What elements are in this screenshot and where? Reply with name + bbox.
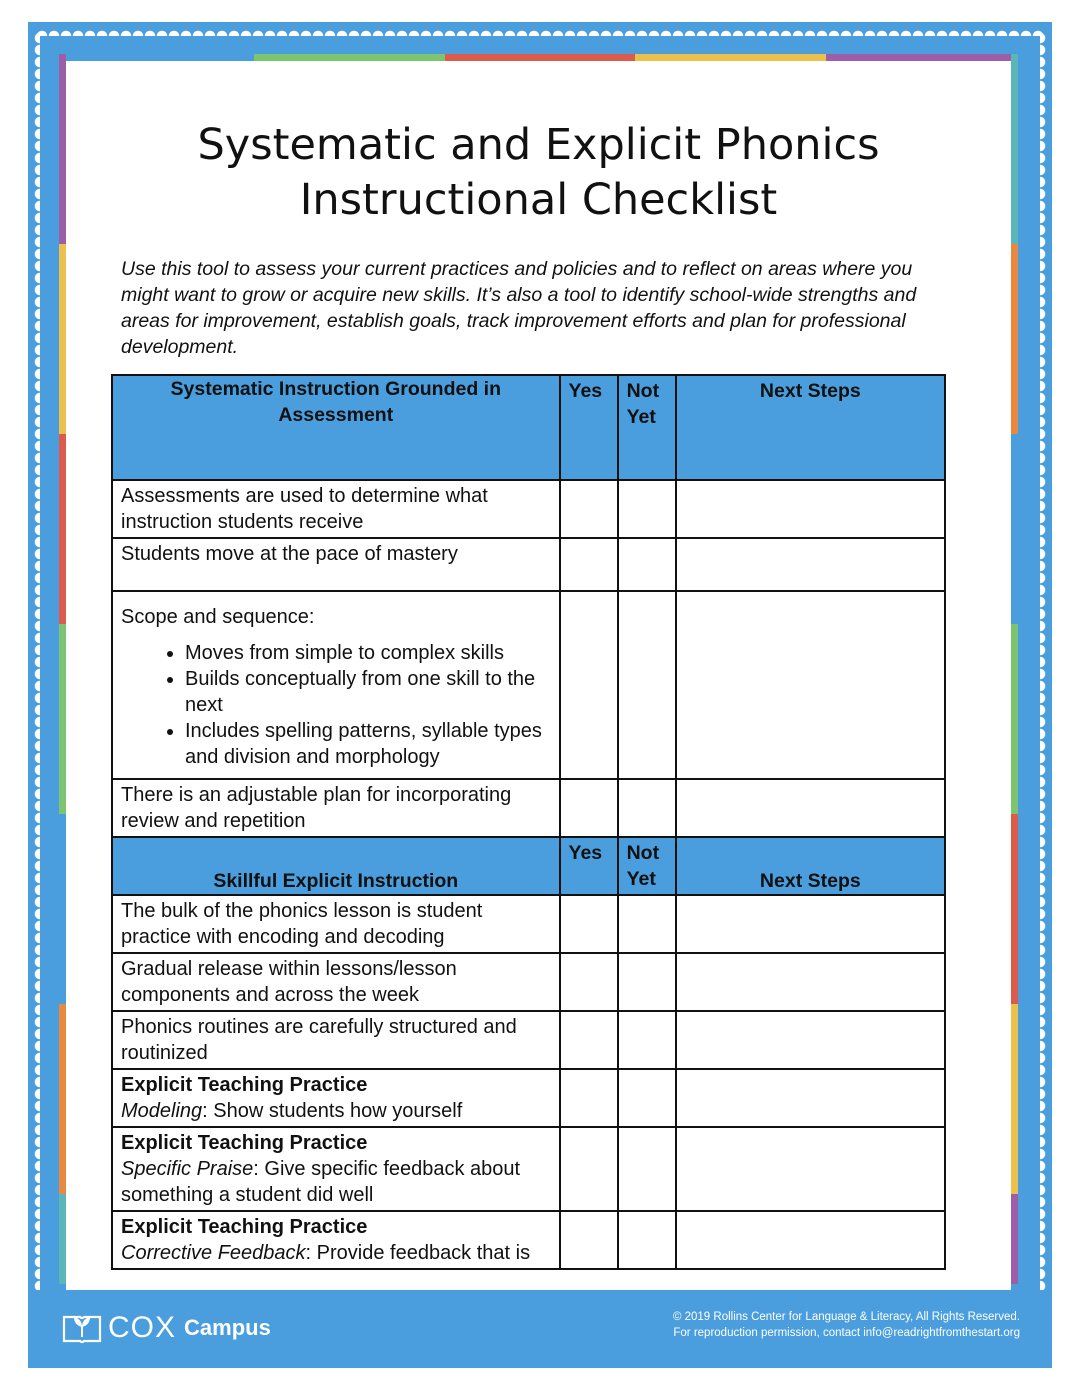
practice-title: Explicit Teaching Practice: [121, 1074, 368, 1096]
bullet-item: • Includes spelling patterns, syllable types and division and morphology: [185, 718, 551, 770]
cox-campus-logo[interactable]: [62, 1308, 271, 1348]
criterion-text: Phonics routines are carefully structured and routinized: [112, 1011, 560, 1069]
next-steps-cell[interactable]: [676, 1069, 945, 1127]
section-heading: Skillful Explicit Instruction: [112, 837, 560, 895]
next-steps-cell[interactable]: [676, 779, 945, 837]
stripe-top-green: [254, 54, 445, 61]
intro-text: Use this tool to assess your current practices and policies and to reflect on areas where you might want to grow or acquire new skills. It’s also a tool to identify school-wide strengths and areas for improvement, establish goals, track improvement efforts and plan for professional development.: [121, 258, 917, 358]
stripe-right-blue: [1011, 434, 1018, 624]
table-row: [112, 480, 945, 538]
next-steps-cell[interactable]: [676, 1211, 945, 1269]
criterion-text: The bulk of the phonics lesson is student practice with encoding and decoding: [112, 895, 560, 953]
table-row: [112, 1011, 945, 1069]
practice-desc: : Provide feedback that is: [305, 1242, 531, 1264]
page-title: [66, 118, 1011, 228]
practice-term: Specific Praise: [121, 1158, 254, 1180]
not-yet-cell[interactable]: [618, 1011, 676, 1069]
stripe-left-orange: [59, 1004, 66, 1194]
not-yet-cell[interactable]: [618, 591, 676, 779]
section-header-row: [112, 375, 945, 480]
criterion-text: Assessments are used to determine what instruction students receive: [112, 480, 560, 538]
yes-cell[interactable]: [560, 591, 618, 779]
stripe-top-red: [445, 54, 635, 61]
criterion-text: [112, 1069, 560, 1127]
copyright-notice: [560, 1309, 1020, 1341]
section-heading: Systematic Instruction Grounded in Assessment: [112, 375, 560, 480]
table-row: [112, 591, 945, 779]
scope-label: Scope and sequence:: [121, 606, 315, 628]
next-steps-cell[interactable]: [676, 538, 945, 591]
practice-desc: : Give specific feedback about something a student did well: [121, 1158, 521, 1206]
next-steps-cell[interactable]: [676, 953, 945, 1011]
criterion-text: Students move at the pace of mastery: [112, 538, 560, 591]
stripe-left-yellow: [59, 244, 66, 434]
practice-term: Modeling: [121, 1100, 203, 1122]
table-row: [112, 895, 945, 953]
col-not-yet-header: Not Yet: [618, 837, 676, 895]
yes-cell[interactable]: [560, 953, 618, 1011]
next-steps-cell[interactable]: [676, 591, 945, 779]
title-line-2: Instructional Checklist: [299, 175, 778, 225]
practice-desc: : Show students how yourself: [202, 1100, 463, 1122]
bullet-item: • Moves from simple to complex skills: [185, 640, 551, 666]
not-yet-cell[interactable]: [618, 480, 676, 538]
criterion-text: Gradual release within lessons/lesson components and across the week: [112, 953, 560, 1011]
criterion-text: There is an adjustable plan for incorporating review and repetition: [112, 779, 560, 837]
yes-cell[interactable]: [560, 1011, 618, 1069]
criterion-text: [112, 1211, 560, 1269]
not-yet-cell[interactable]: [618, 1127, 676, 1211]
scalloped-edge-left: [30, 32, 40, 1290]
scope-bullets: [121, 640, 551, 770]
not-yet-cell[interactable]: [618, 895, 676, 953]
table-row: [112, 1127, 945, 1211]
table-row: [112, 953, 945, 1011]
stripe-right-orange: [1011, 244, 1018, 434]
next-steps-cell[interactable]: [676, 895, 945, 953]
stripe-left-green: [59, 624, 66, 814]
criterion-text: [112, 591, 560, 779]
table-row: [112, 1211, 945, 1269]
col-yes-header: Yes: [560, 375, 618, 480]
practice-title: Explicit Teaching Practice: [121, 1216, 368, 1238]
practice-term: Corrective Feedback: [121, 1242, 306, 1264]
not-yet-cell[interactable]: [618, 538, 676, 591]
scalloped-edge-right: [1040, 32, 1050, 1290]
table-row: [112, 538, 945, 591]
checklist-table: [111, 374, 946, 1270]
stripe-right-green: [1011, 624, 1018, 814]
practice-title: Explicit Teaching Practice: [121, 1132, 368, 1154]
next-steps-cell[interactable]: [676, 480, 945, 538]
stripe-right-yellow: [1011, 1004, 1018, 1194]
yes-cell[interactable]: [560, 779, 618, 837]
logo-cox-text: COX: [108, 1311, 177, 1344]
not-yet-cell[interactable]: [618, 1211, 676, 1269]
stripe-left-teal: [59, 1194, 66, 1284]
col-not-yet-header: Not Yet: [618, 375, 676, 480]
stripe-top-blue: [61, 54, 254, 61]
copyright-line: © 2019 Rollins Center for Language & Literacy, All Rights Reserved.: [672, 1311, 1020, 1323]
stripe-left-purple: [59, 54, 66, 244]
stripe-right-red: [1011, 814, 1018, 1004]
open-book-leaf-icon: [62, 1311, 102, 1345]
col-next-steps-header: Next Steps: [676, 837, 945, 895]
stripe-left-blue: [59, 814, 66, 1004]
yes-cell[interactable]: [560, 1127, 618, 1211]
stripe-top-purple: [826, 54, 1016, 61]
yes-cell[interactable]: [560, 1211, 618, 1269]
not-yet-cell[interactable]: [618, 953, 676, 1011]
title-line-1: Systematic and Explicit Phonics: [197, 120, 880, 170]
stripe-right-teal: [1011, 54, 1018, 244]
col-yes-header: Yes: [560, 837, 618, 895]
scalloped-edge-top: [36, 26, 1044, 36]
yes-cell[interactable]: [560, 538, 618, 591]
next-steps-cell[interactable]: [676, 1127, 945, 1211]
not-yet-cell[interactable]: [618, 779, 676, 837]
bullet-item: • Builds conceptually from one skill to the next: [185, 666, 551, 718]
table-row: [112, 779, 945, 837]
yes-cell[interactable]: [560, 480, 618, 538]
yes-cell[interactable]: [560, 1069, 618, 1127]
permission-line: For reproduction permission, contact info@readrightfromthestart.org: [673, 1327, 1020, 1339]
yes-cell[interactable]: [560, 895, 618, 953]
stripe-right-purple: [1011, 1194, 1018, 1284]
table-row: [112, 1069, 945, 1127]
col-next-steps-header: Next Steps: [676, 375, 945, 480]
criterion-text: [112, 1127, 560, 1211]
not-yet-cell[interactable]: [618, 1069, 676, 1127]
section-header-row: [112, 837, 945, 895]
stripe-left-red: [59, 434, 66, 624]
logo-campus-text: Campus: [184, 1315, 271, 1340]
stripe-top-yellow: [635, 54, 826, 61]
next-steps-cell[interactable]: [676, 1011, 945, 1069]
